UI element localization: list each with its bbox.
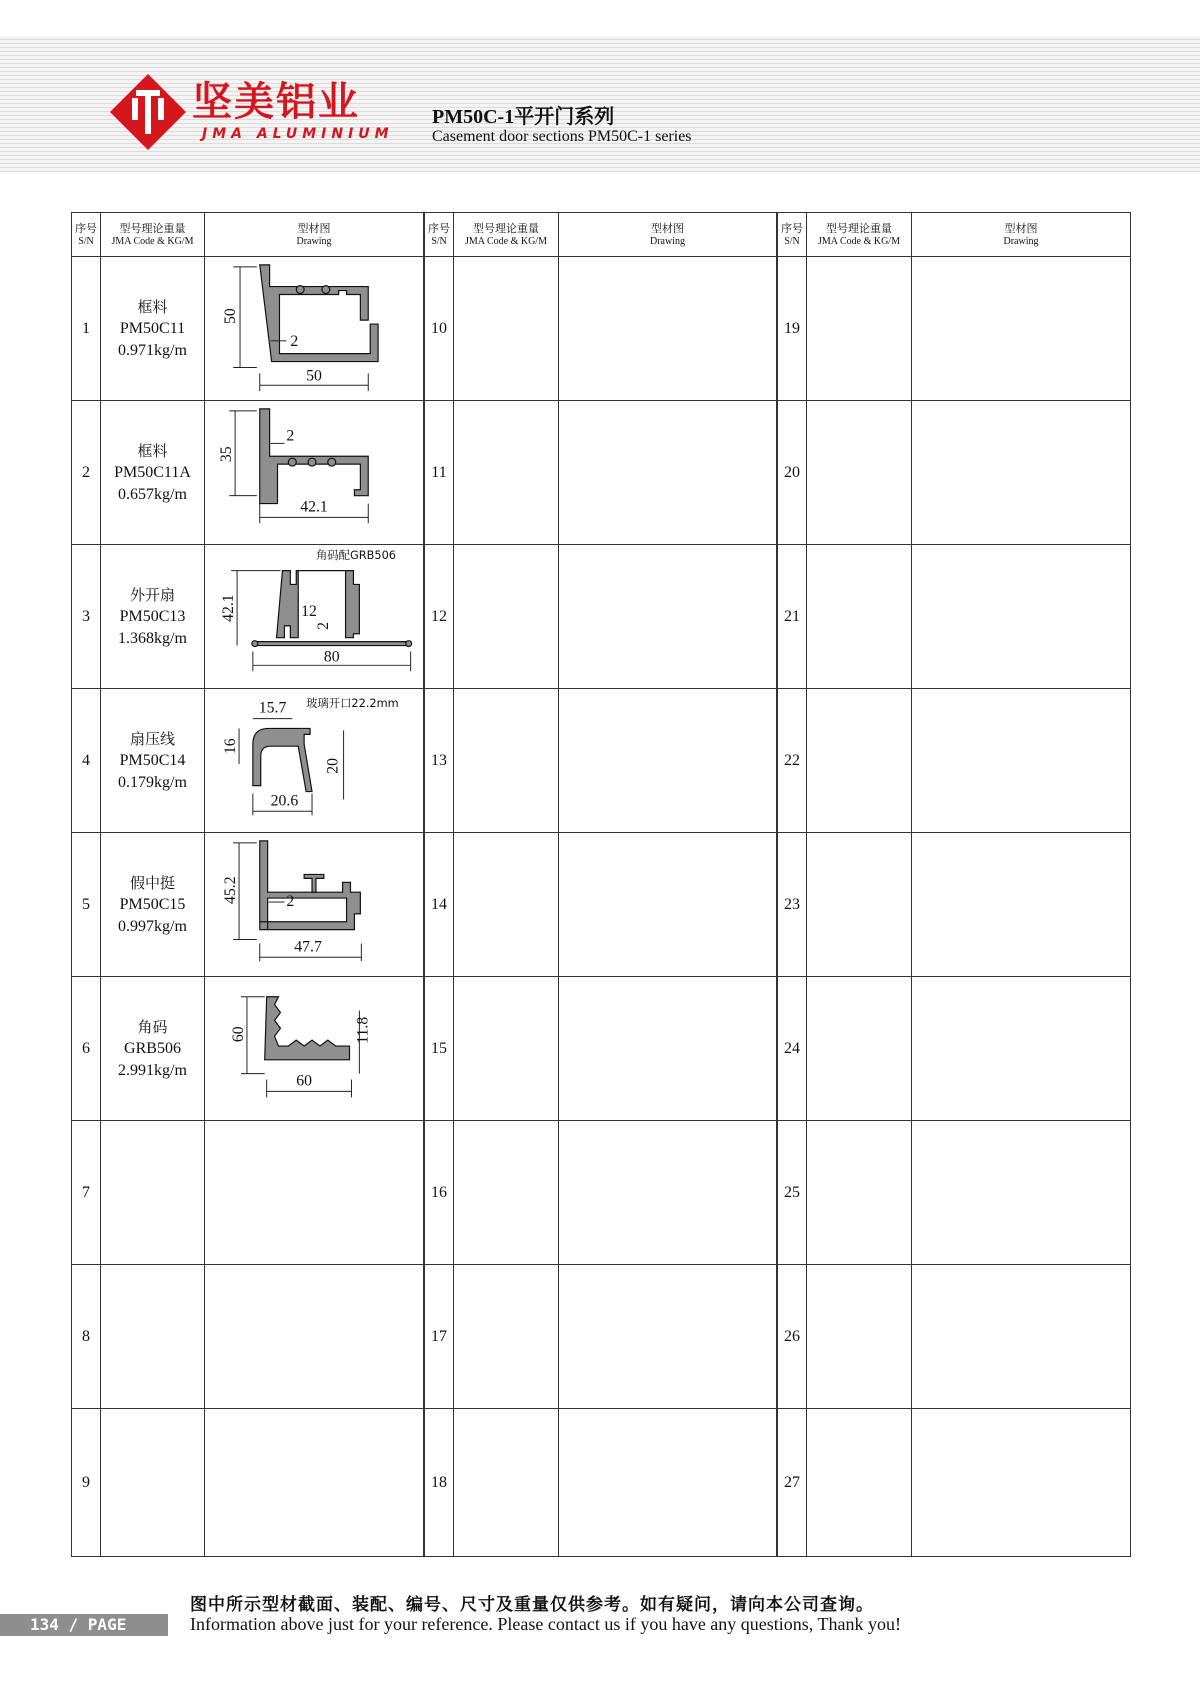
svg-text:11.8: 11.8 bbox=[354, 1016, 372, 1044]
empty-code-cell bbox=[453, 1264, 559, 1409]
empty-drawing-cell bbox=[911, 1120, 1131, 1265]
empty-drawing-cell bbox=[558, 832, 777, 977]
row-sn: 18 bbox=[424, 1408, 454, 1557]
empty-code-cell bbox=[100, 1120, 205, 1265]
profile-code-cell: 外开扇 PM50C13 1.368kg/m bbox=[100, 544, 205, 689]
profile-code-cell: 假中挺 PM50C15 0.997kg/m bbox=[100, 832, 205, 977]
empty-code-cell bbox=[453, 832, 559, 977]
row-sn: 21 bbox=[777, 544, 807, 689]
profile-code-cell: 框料 PM50C11 0.971kg/m bbox=[100, 256, 205, 401]
profile-code-cell: 角码 GRB506 2.991kg/m bbox=[100, 976, 205, 1121]
profile-drawing bbox=[204, 544, 424, 689]
empty-drawing-cell bbox=[204, 1120, 424, 1265]
row-sn: 7 bbox=[71, 1120, 101, 1265]
empty-code-cell bbox=[453, 544, 559, 689]
row-sn: 15 bbox=[424, 976, 454, 1121]
row-sn: 3 bbox=[71, 544, 101, 689]
svg-text:45.2: 45.2 bbox=[222, 876, 240, 904]
empty-drawing-cell bbox=[558, 256, 777, 401]
empty-drawing-cell bbox=[911, 688, 1131, 833]
empty-code-cell bbox=[453, 256, 559, 401]
empty-drawing-cell bbox=[558, 400, 777, 545]
row-sn: 20 bbox=[777, 400, 807, 545]
disclaimer-en: Information above just for your reference. Please contact us if you have any questions, Thank you! bbox=[190, 1614, 901, 1634]
header-code: 型号理论重量 JMA Code & KG/M bbox=[806, 212, 912, 257]
empty-drawing-cell bbox=[911, 1408, 1131, 1557]
svg-text:60: 60 bbox=[296, 1072, 313, 1090]
svg-text:玻璃开口22.2mm: 玻璃开口22.2mm bbox=[306, 695, 399, 710]
row-sn: 2 bbox=[71, 400, 101, 545]
jma-logo-icon bbox=[108, 72, 188, 152]
svg-text:16: 16 bbox=[222, 738, 240, 755]
row-sn: 1 bbox=[71, 256, 101, 401]
row-sn: 10 bbox=[424, 256, 454, 401]
svg-text:2: 2 bbox=[286, 892, 295, 910]
profile-drawing bbox=[204, 976, 424, 1121]
series-title: PM50C-1平开门系列 bbox=[432, 106, 615, 128]
row-sn: 19 bbox=[777, 256, 807, 401]
svg-text:2: 2 bbox=[314, 621, 332, 630]
row-sn: 14 bbox=[424, 832, 454, 977]
row-sn: 4 bbox=[71, 688, 101, 833]
empty-code-cell bbox=[806, 1120, 912, 1265]
brand-name-en: JMA ALUMINIUM bbox=[202, 126, 394, 142]
profile-drawing bbox=[204, 688, 424, 833]
empty-drawing-cell bbox=[911, 400, 1131, 545]
svg-text:角码配GRB506: 角码配GRB506 bbox=[315, 547, 397, 562]
header-sn: 序号 S/N bbox=[71, 212, 101, 257]
profile-code-cell: 框料 PM50C11A 0.657kg/m bbox=[100, 400, 205, 545]
svg-text:2: 2 bbox=[286, 427, 295, 445]
row-sn: 23 bbox=[777, 832, 807, 977]
empty-drawing-cell bbox=[558, 1120, 777, 1265]
empty-code-cell bbox=[453, 688, 559, 833]
empty-code-cell bbox=[806, 976, 912, 1121]
row-sn: 17 bbox=[424, 1264, 454, 1409]
brand-name-cn: 坚美铝业 bbox=[192, 79, 360, 125]
header-drawing: 型材图 Drawing bbox=[558, 212, 777, 257]
row-sn: 9 bbox=[71, 1408, 101, 1557]
header-code: 型号理论重量 JMA Code & KG/M bbox=[453, 212, 559, 257]
header-drawing: 型材图 Drawing bbox=[911, 212, 1131, 257]
empty-code-cell bbox=[806, 256, 912, 401]
profile-code-cell: 扇压线 PM50C14 0.179kg/m bbox=[100, 688, 205, 833]
empty-code-cell bbox=[806, 832, 912, 977]
svg-text:42.1: 42.1 bbox=[220, 594, 238, 622]
svg-text:15.7: 15.7 bbox=[258, 699, 287, 717]
svg-text:80: 80 bbox=[323, 648, 340, 666]
svg-text:2: 2 bbox=[290, 332, 299, 350]
empty-code-cell bbox=[100, 1408, 205, 1557]
empty-drawing-cell bbox=[558, 1408, 777, 1557]
svg-text:35: 35 bbox=[218, 446, 236, 463]
empty-drawing-cell bbox=[558, 688, 777, 833]
page-number: 134 / PAGE bbox=[30, 1615, 127, 1634]
empty-drawing-cell bbox=[558, 544, 777, 689]
empty-drawing-cell bbox=[911, 832, 1131, 977]
empty-code-cell bbox=[806, 1408, 912, 1557]
row-sn: 13 bbox=[424, 688, 454, 833]
empty-code-cell bbox=[453, 1120, 559, 1265]
disclaimer-cn: 图中所示型材截面、装配、编号、尺寸及重量仅供参考。如有疑问，请向本公司查询。 bbox=[190, 1595, 874, 1615]
profile-drawing bbox=[204, 256, 424, 401]
svg-text:60: 60 bbox=[229, 1026, 247, 1043]
row-sn: 27 bbox=[777, 1408, 807, 1557]
empty-drawing-cell bbox=[911, 1264, 1131, 1409]
empty-drawing-cell bbox=[558, 976, 777, 1121]
row-sn: 8 bbox=[71, 1264, 101, 1409]
row-sn: 26 bbox=[777, 1264, 807, 1409]
profile-table bbox=[71, 212, 1131, 1557]
row-sn: 12 bbox=[424, 544, 454, 689]
row-sn: 6 bbox=[71, 976, 101, 1121]
empty-code-cell bbox=[453, 400, 559, 545]
svg-text:47.7: 47.7 bbox=[294, 938, 322, 956]
profile-drawing bbox=[204, 832, 424, 977]
empty-drawing-cell bbox=[911, 544, 1131, 689]
svg-text:12: 12 bbox=[301, 603, 317, 621]
row-sn: 24 bbox=[777, 976, 807, 1121]
empty-code-cell bbox=[453, 976, 559, 1121]
header-drawing: 型材图 Drawing bbox=[204, 212, 424, 257]
svg-text:42.1: 42.1 bbox=[300, 498, 328, 516]
row-sn: 5 bbox=[71, 832, 101, 977]
profile-drawing bbox=[204, 400, 424, 545]
empty-drawing-cell bbox=[911, 976, 1131, 1121]
svg-text:50: 50 bbox=[222, 308, 240, 325]
empty-code-cell bbox=[453, 1408, 559, 1557]
empty-code-cell bbox=[806, 544, 912, 689]
svg-text:20.6: 20.6 bbox=[270, 792, 299, 810]
empty-drawing-cell bbox=[204, 1264, 424, 1409]
header-sn: 序号 S/N bbox=[424, 212, 454, 257]
header-sn: 序号 S/N bbox=[777, 212, 807, 257]
row-sn: 11 bbox=[424, 400, 454, 545]
empty-code-cell bbox=[806, 688, 912, 833]
empty-code-cell bbox=[806, 400, 912, 545]
svg-text:50: 50 bbox=[306, 367, 322, 385]
row-sn: 25 bbox=[777, 1120, 807, 1265]
empty-drawing-cell bbox=[204, 1408, 424, 1557]
row-sn: 16 bbox=[424, 1120, 454, 1265]
svg-text:20: 20 bbox=[324, 758, 342, 774]
empty-code-cell bbox=[100, 1264, 205, 1409]
empty-drawing-cell bbox=[911, 256, 1131, 401]
series-subtitle: Casement door sections PM50C-1 series bbox=[432, 128, 692, 145]
header-code: 型号理论重量 JMA Code & KG/M bbox=[100, 212, 205, 257]
empty-code-cell bbox=[806, 1264, 912, 1409]
empty-drawing-cell bbox=[558, 1264, 777, 1409]
row-sn: 22 bbox=[777, 688, 807, 833]
